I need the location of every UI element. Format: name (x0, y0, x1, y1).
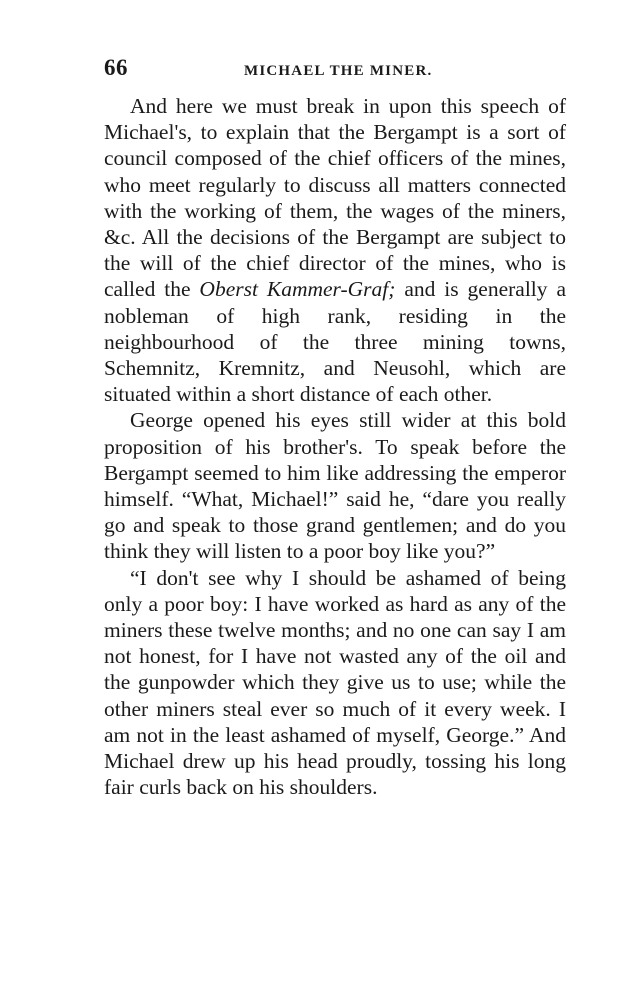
page-number: 66 (104, 55, 128, 80)
paragraph-michael-reply: “I don't see why I should be ashamed of being only a poor boy: I have worked as hard as any of the miners these twelve months; and no one can say I am not honest, for I have not wasted any of the oil and the gunpowder which they give us to use; while the other miners steal ever so much of it every week. I am not in the least ashamed of myself, George.” And Michael drew up his head proudly, tossing his long fair curls back on his shoulders. (104, 565, 566, 800)
paragraph-george-reaction: George opened his eyes still wider at this bold proposition of his brother's. To speak before the Bergampt seemed to him like addressing the emperor himself. “What, Michael!” said he, “dare you really go and speak to those grand gentlemen; and do you think they will listen to a poor boy like you?” (104, 408, 566, 564)
italic-title: Oberst Kammer-Graf; (199, 277, 396, 302)
paragraph-text: And here we must break in upon this speech of Michael's, to explain that the Bergampt is a sort of council composed of the chief officers of the mines, who meet regularly to discuss all matters connected with the working of them, the wages of the miners, &c. All the decisions of the Bergampt are subject to the will of the chief director of the mines, who is called the (104, 94, 566, 302)
paragraph-text: and is generally a nobleman of high rank, residing in the neighbourhood of the three mining towns, Schemnitz, Kremnitz, and Neusohl, which are situated within a short distance of each other. (104, 277, 566, 407)
paragraph-bergampt-explanation (104, 93, 566, 407)
running-title: MICHAEL THE MINER. (244, 63, 433, 79)
running-head (104, 55, 566, 89)
body-text (104, 93, 566, 800)
